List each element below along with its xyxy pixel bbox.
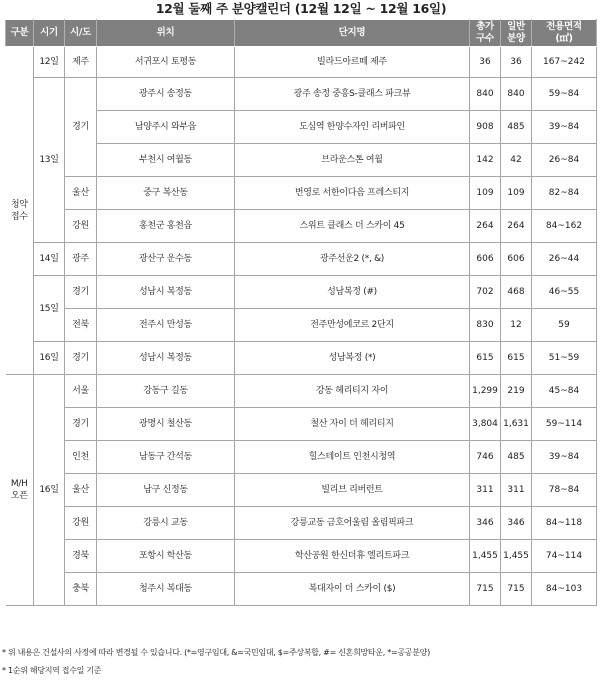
location-cell: 성남시 복정동: [97, 342, 235, 375]
table-row: [6, 177, 597, 210]
footnotes: [2, 644, 602, 680]
category-model-house: M/H 오픈: [6, 375, 34, 606]
footnote-legend: * 위 내용은 건설사의 사정에 따라 변경될 수 있습니다. (*=영구임대, &=국민임대, $=주상복합, #= 신혼희망타운, *=공공분양): [2, 648, 430, 657]
header-row: [6, 20, 597, 47]
region-cell: 강원: [65, 210, 97, 243]
total-units-cell: 346: [470, 507, 501, 540]
date-cell: 16일: [34, 375, 65, 606]
location-cell: 청주시 복대동: [97, 573, 235, 606]
location-cell: 홍천군 홍천읍: [97, 210, 235, 243]
total-units-cell: 908: [470, 111, 501, 144]
complex-cell: 강릉교동 금호어울림 올림픽파크: [235, 507, 470, 540]
region-cell: 인천: [65, 441, 97, 474]
total-units-cell: 606: [470, 243, 501, 276]
complex-cell: 도심역 한양수자인 리버파인: [235, 111, 470, 144]
area-cell: 26~84: [532, 144, 597, 177]
area-cell: 46~55: [532, 276, 597, 309]
total-units-cell: 264: [470, 210, 501, 243]
total-units-cell: 36: [470, 47, 501, 78]
header-location: 위치: [97, 20, 235, 47]
header-general-sale: 일반 분양: [501, 20, 532, 47]
region-cell: 경기: [65, 276, 97, 309]
complex-cell: 스위트 클래스 더 스카이 45: [235, 210, 470, 243]
general-sale-cell: 42: [501, 144, 532, 177]
total-units-cell: 3,804: [470, 408, 501, 441]
general-sale-cell: 12: [501, 309, 532, 342]
total-units-cell: 830: [470, 309, 501, 342]
page-title: 12월 둘째 주 분양캘린더 (12월 12일 ~ 12월 16일): [155, 1, 447, 16]
location-cell: 강동구 길동: [97, 375, 235, 408]
table-row: [6, 573, 597, 606]
general-sale-cell: 346: [501, 507, 532, 540]
date-cell: 12일: [34, 47, 65, 78]
header-region: 시/도: [65, 20, 97, 47]
location-cell: 광산구 운수동: [97, 243, 235, 276]
general-sale-cell: 1,631: [501, 408, 532, 441]
table-row: [6, 375, 597, 408]
total-units-cell: 702: [470, 276, 501, 309]
complex-cell: 성남복정 (#): [235, 276, 470, 309]
complex-cell: 브라운스톤 여월: [235, 144, 470, 177]
location-cell: 전주시 만성동: [97, 309, 235, 342]
location-cell: 포항시 학산동: [97, 540, 235, 573]
general-sale-cell: 606: [501, 243, 532, 276]
total-units-cell: 109: [470, 177, 501, 210]
total-units-cell: 715: [470, 573, 501, 606]
table-row: [6, 47, 597, 78]
region-cell: 강원: [65, 507, 97, 540]
region-cell: 경기: [65, 342, 97, 375]
general-sale-cell: 109: [501, 177, 532, 210]
complex-cell: 성남복정 (*): [235, 342, 470, 375]
category-subscription: 청약 접수: [6, 47, 34, 375]
location-cell: 강릉시 교동: [97, 507, 235, 540]
complex-cell: 광주선운2 (*, &): [235, 243, 470, 276]
general-sale-cell: 715: [501, 573, 532, 606]
location-cell: 광주시 송정동: [97, 78, 235, 111]
header-timing: 시기: [34, 20, 65, 47]
table-row: [6, 540, 597, 573]
table-row: [6, 309, 597, 342]
complex-cell: 빌리브 리버런트: [235, 474, 470, 507]
table-row: [6, 441, 597, 474]
complex-cell: 전주만성에코르 2단지: [235, 309, 470, 342]
location-cell: 서귀포시 토평동: [97, 47, 235, 78]
date-cell: 13일: [34, 78, 65, 243]
general-sale-cell: 840: [501, 78, 532, 111]
area-cell: 74~114: [532, 540, 597, 573]
region-cell: 울산: [65, 474, 97, 507]
region-cell: 충북: [65, 573, 97, 606]
location-cell: 남양주시 와부읍: [97, 111, 235, 144]
total-units-cell: 746: [470, 441, 501, 474]
location-cell: 부천시 여월동: [97, 144, 235, 177]
table-row: [6, 507, 597, 540]
complex-cell: 빌라드아르떼 제주: [235, 47, 470, 78]
table-row: [6, 78, 597, 111]
location-cell: 광명시 철산동: [97, 408, 235, 441]
complex-cell: 강동 헤리티지 자이: [235, 375, 470, 408]
table-row: [6, 276, 597, 309]
area-cell: 39~84: [532, 111, 597, 144]
location-cell: 남구 신정동: [97, 474, 235, 507]
table-row: [6, 474, 597, 507]
sales-calendar-table: [5, 19, 597, 606]
complex-cell: 번영로 서한이다음 프레스티지: [235, 177, 470, 210]
general-sale-cell: 219: [501, 375, 532, 408]
complex-cell: 힐스테이트 인천시청역: [235, 441, 470, 474]
area-cell: 45~84: [532, 375, 597, 408]
header-total-units: 총가 구수: [470, 20, 501, 47]
footnote-basis: * 1순위 해당지역 접수일 기준: [2, 666, 102, 675]
header-area: 전용면적 (㎡): [532, 20, 597, 47]
location-cell: 남동구 간석동: [97, 441, 235, 474]
complex-cell: 학산공원 한신더휴 엘리트파크: [235, 540, 470, 573]
region-cell: 제주: [65, 47, 97, 78]
general-sale-cell: 36: [501, 47, 532, 78]
region-cell: 광주: [65, 243, 97, 276]
total-units-cell: 142: [470, 144, 501, 177]
header-category: 구분: [6, 20, 34, 47]
location-cell: 성남시 복정동: [97, 276, 235, 309]
region-cell: 경북: [65, 540, 97, 573]
header-complex: 단지명: [235, 20, 470, 47]
area-cell: 78~84: [532, 474, 597, 507]
region-cell: 경기: [65, 78, 97, 177]
area-cell: 59~84: [532, 78, 597, 111]
date-cell: 14일: [34, 243, 65, 276]
general-sale-cell: 264: [501, 210, 532, 243]
general-sale-cell: 1,455: [501, 540, 532, 573]
table-row: [6, 342, 597, 375]
table-row: [6, 210, 597, 243]
complex-cell: 복대자이 더 스카이 ($): [235, 573, 470, 606]
total-units-cell: 311: [470, 474, 501, 507]
area-cell: 167~242: [532, 47, 597, 78]
region-cell: 서울: [65, 375, 97, 408]
area-cell: 84~118: [532, 507, 597, 540]
total-units-cell: 1,455: [470, 540, 501, 573]
area-cell: 84~162: [532, 210, 597, 243]
area-cell: 59: [532, 309, 597, 342]
region-cell: 울산: [65, 177, 97, 210]
general-sale-cell: 485: [501, 111, 532, 144]
complex-cell: 광주 송정 중흥S-클래스 파크뷰: [235, 78, 470, 111]
area-cell: 59~114: [532, 408, 597, 441]
area-cell: 82~84: [532, 177, 597, 210]
general-sale-cell: 615: [501, 342, 532, 375]
area-cell: 51~59: [532, 342, 597, 375]
area-cell: 84~103: [532, 573, 597, 606]
complex-cell: 철산 자이 더 헤리티지: [235, 408, 470, 441]
general-sale-cell: 311: [501, 474, 532, 507]
area-cell: 39~84: [532, 441, 597, 474]
table-row: [6, 408, 597, 441]
table-row: [6, 243, 597, 276]
date-cell: 16일: [34, 342, 65, 375]
total-units-cell: 840: [470, 78, 501, 111]
region-cell: 전북: [65, 309, 97, 342]
location-cell: 중구 복산동: [97, 177, 235, 210]
total-units-cell: 615: [470, 342, 501, 375]
date-cell: 15일: [34, 276, 65, 342]
general-sale-cell: 468: [501, 276, 532, 309]
general-sale-cell: 485: [501, 441, 532, 474]
region-cell: 경기: [65, 408, 97, 441]
total-units-cell: 1,299: [470, 375, 501, 408]
area-cell: 26~44: [532, 243, 597, 276]
